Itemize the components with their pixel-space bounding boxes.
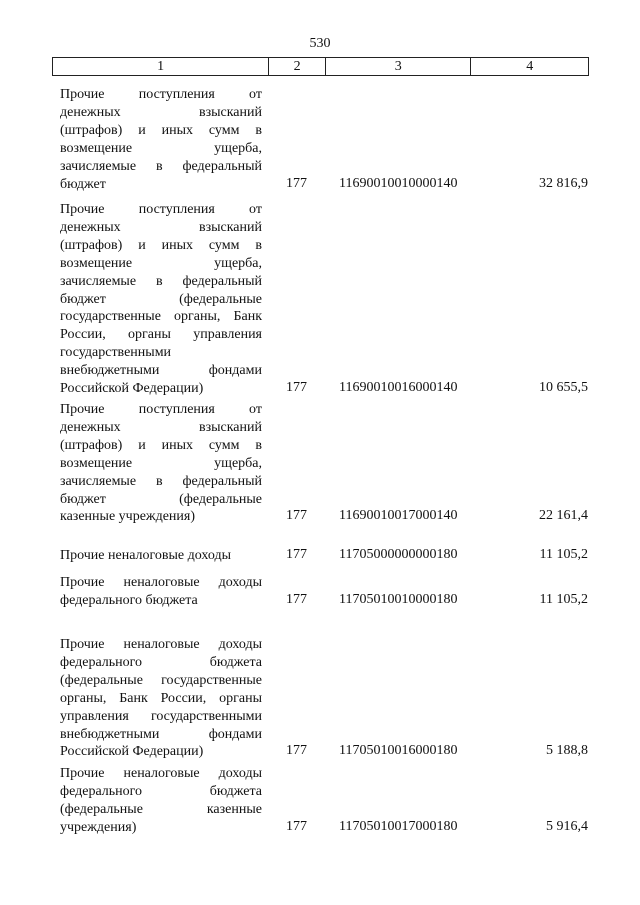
description-line: государственные органы, Банк: [60, 309, 262, 325]
description-line: Прочие неналоговые доходы: [60, 575, 262, 590]
description-line: Прочие неналоговые доходы: [60, 637, 262, 652]
description-line: (штрафов) и иных сумм в: [60, 237, 262, 253]
row-description: [60, 547, 262, 565]
description-line: денежных взысканий: [60, 219, 262, 235]
description-line: (федеральные казенные: [60, 801, 262, 817]
row-description: [60, 636, 262, 761]
description-line: возмещение ущерба,: [60, 140, 262, 156]
description-line: возмещение ущерба,: [60, 455, 262, 471]
row-amount: 11 105,2: [539, 591, 588, 607]
row-amount: 22 161,4: [539, 508, 588, 524]
row-kbk: 11690010010000140: [339, 175, 458, 191]
description-line: Российской Федерации): [60, 744, 204, 760]
row-amount: 32 816,9: [539, 175, 588, 191]
description-line: бюджет (федеральные: [60, 491, 262, 507]
row-description: [60, 574, 262, 610]
row-kbk: 11705010016000180: [339, 743, 458, 759]
row-kbk: 11690010017000140: [339, 508, 458, 524]
description-line: Прочие неналоговые доходы: [60, 548, 232, 563]
description-line: России, органы управления: [60, 327, 262, 343]
description-line: внебюджетными фондами: [60, 363, 262, 379]
row-amount: 10 655,5: [539, 380, 588, 395]
description-line: федерального бюджета: [60, 654, 262, 670]
page-number: 530: [309, 36, 331, 51]
description-line: (федеральные государственные: [60, 672, 262, 688]
row-code: 177: [286, 818, 307, 834]
row-description: [60, 401, 262, 526]
row-code: 177: [286, 508, 307, 524]
description-line: (штрафов) и иных сумм в: [60, 122, 262, 138]
description-line: (штрафов) и иных сумм в: [60, 437, 262, 453]
description-line: зачисляемые в федеральный: [60, 273, 262, 289]
description-line: Прочие неналоговые доходы: [60, 766, 262, 781]
description-line: федерального бюджета: [60, 592, 198, 608]
description-line: бюджет (федеральные: [60, 291, 262, 307]
row-amount: 5 916,4: [546, 818, 588, 834]
header-col-2: 2: [269, 58, 326, 75]
description-line: государственными: [60, 345, 172, 361]
row-code: 177: [286, 547, 307, 562]
row-code: 177: [286, 591, 307, 607]
description-line: управления государственными: [60, 708, 262, 724]
header-col-3: 3: [326, 58, 471, 75]
description-line: Прочие поступления от: [60, 87, 262, 102]
description-line: Прочие поступления от: [60, 202, 262, 217]
row-kbk: 11705010017000180: [339, 818, 458, 834]
description-line: органы, Банк России, органы: [60, 690, 262, 706]
row-kbk: 11705000000000180: [339, 547, 458, 562]
row-kbk: 11705010010000180: [339, 591, 458, 607]
table-header: [52, 57, 589, 76]
row-code: 177: [286, 175, 307, 191]
row-description: [60, 201, 262, 398]
description-line: учреждения): [60, 819, 137, 835]
description-line: внебюджетными фондами: [60, 726, 262, 742]
description-line: денежных взысканий: [60, 104, 262, 120]
description-line: зачисляемые в федеральный: [60, 158, 262, 174]
description-line: федерального бюджета: [60, 783, 262, 799]
row-kbk: 11690010016000140: [339, 380, 458, 395]
description-line: возмещение ущерба,: [60, 255, 262, 271]
header-col-1: 1: [53, 58, 269, 75]
row-code: 177: [286, 380, 307, 395]
header-col-4: 4: [526, 59, 534, 74]
description-line: денежных взысканий: [60, 419, 262, 435]
row-code: 177: [286, 743, 307, 759]
description-line: казенные учреждения): [60, 509, 196, 525]
row-description: [60, 86, 262, 193]
description-line: зачисляемые в федеральный: [60, 473, 262, 489]
row-amount: 5 188,8: [546, 743, 588, 759]
row-amount: 11 105,2: [539, 547, 588, 562]
row-description: [60, 765, 262, 837]
description-line: Прочие поступления от: [60, 402, 262, 417]
description-line: Российской Федерации): [60, 381, 204, 397]
description-line: бюджет: [60, 176, 106, 192]
